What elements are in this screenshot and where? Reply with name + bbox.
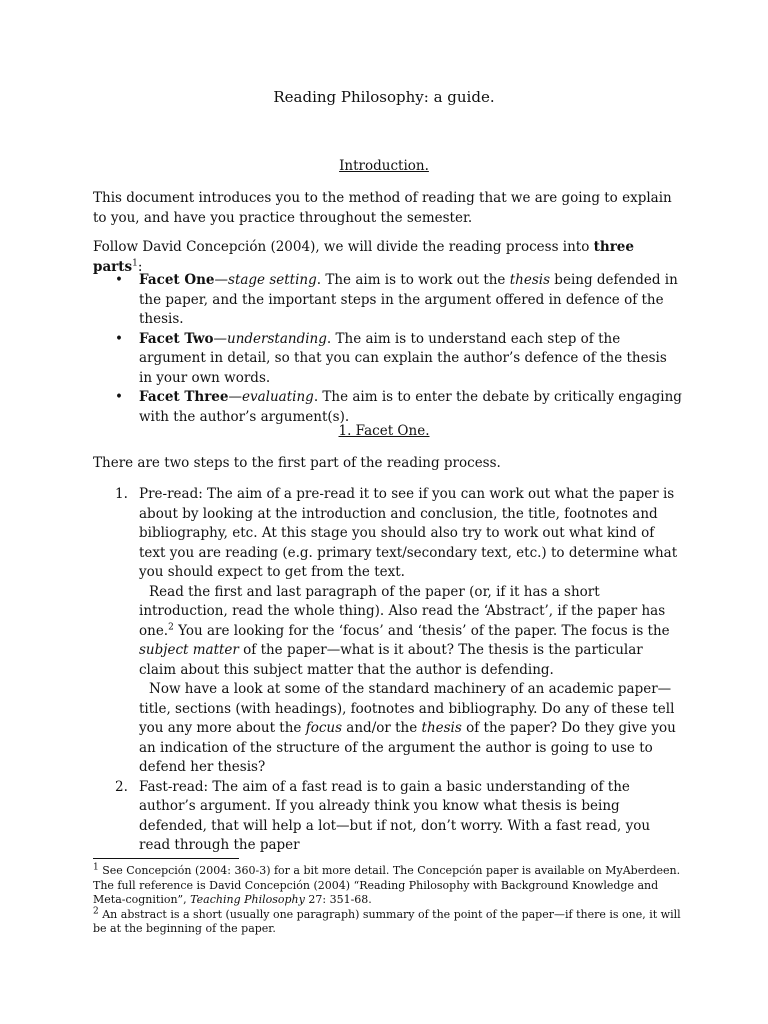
footnote-ref-1[interactable]: 1: [132, 258, 138, 268]
journal-title: Teaching Philosophy: [190, 893, 305, 906]
footnotes: [93, 864, 683, 937]
facet-subtitle: stage setting: [228, 272, 317, 288]
emphasis: thesis: [421, 720, 462, 736]
footnote-2: [93, 905, 683, 937]
list-item: [93, 388, 683, 427]
text: You are looking for the ‘focus’ and ‘thesis’ of the paper. The focus is the: [173, 622, 670, 639]
list-item: [93, 330, 683, 389]
emphasis: focus: [305, 720, 343, 736]
fast-read-paragraph: Fast-read: The aim of a fast read is to gain a basic understanding of the author’s argument. If you already think you know what thesis is being defended, that will help a lot—but if not, don’t worry. With a fast read, you read through the paper: [139, 778, 651, 853]
pre-read-paragraph-3: [139, 680, 683, 778]
facet-subtitle: evaluating: [242, 389, 314, 405]
section-intro: There are two steps to the first part of the reading process.: [93, 455, 501, 471]
intro-heading: Introduction.: [339, 158, 429, 174]
intro-parts-colon: :: [137, 258, 143, 275]
emphasis: subject matter: [139, 642, 239, 658]
facet-text: . The aim is to enter the debate by critically engaging with the author’s argument(s).: [139, 389, 682, 425]
list-number: 1.: [115, 486, 128, 502]
footnote-separator: [93, 858, 239, 859]
list-number: 2.: [115, 778, 128, 795]
text: and/or the: [342, 720, 422, 736]
text: Now have a look at some of the standard machinery of an academic paper—title, sections (with headings), footnotes and bibliography. Do any of these tell you any more about the: [139, 681, 675, 736]
facet-text: . The aim is to understand each step of the argument in detail, so that you can explain the author’s defence of the thesis in your own words.: [139, 330, 667, 386]
intro-parts-text: Follow David Concepción (2004), we will divide the reading process into: [93, 239, 594, 255]
footnote-text-end: 27: 351-68.: [304, 893, 372, 906]
facet-name: Facet Two: [139, 330, 214, 347]
intro-paragraph: This document introduces you to the method of reading that we are going to explain to you, and have you practice throughout the semester.: [93, 190, 672, 226]
three-parts-emphasis: three parts: [93, 239, 634, 275]
list-item: [93, 778, 683, 856]
text: of the paper? Do they give you an indication of the structure of the argument the author is going to use to defend her thesis?: [139, 720, 676, 775]
footnote-marker: 2: [93, 905, 99, 916]
bullet-icon: •: [115, 330, 123, 347]
facet-name: Facet One: [139, 272, 215, 288]
list-item: [93, 271, 683, 330]
bullet-icon: •: [115, 389, 123, 405]
footnote-marker: 1: [93, 862, 99, 873]
facet-subtitle: understanding: [227, 330, 327, 347]
bullet-icon: •: [115, 272, 123, 288]
text: Read the first and last paragraph of the paper (or, if it has a short introduction, read the whole thing). Also read the ‘Abstract’, if the paper has one.: [139, 583, 666, 639]
section-heading: 1. Facet One.: [338, 423, 430, 439]
page-title: Reading Philosophy: a guide.: [273, 88, 495, 106]
pre-read-paragraph-2: [139, 583, 683, 681]
footnote-1: [93, 864, 683, 908]
steps-list: [93, 485, 683, 856]
footnote-text: An abstract is a short (usually one paragraph) summary of the point of the paper—if there is one, it will be at the beginning of the paper.: [93, 907, 681, 935]
list-item: [93, 485, 683, 778]
facet-list: [93, 271, 683, 427]
facet-name: Facet Three: [139, 389, 229, 405]
facet-emphasis: thesis: [509, 272, 551, 288]
dash: —: [213, 330, 228, 347]
dash: —: [228, 389, 242, 405]
text: of the paper—what is it about? The thesis is the particular claim about this subject matter that the author is defending.: [139, 642, 643, 678]
dash: —: [214, 272, 229, 288]
pre-read-paragraph: Pre-read: The aim of a pre-read it to see if you can work out what the paper is about by looking at the introduction and conclusion, the title, footnotes and bibliography, etc. At this stage you should also try to work out what kind of text you are reading (e.g. primary text/secondary text, etc.) to determine what you should expect to get from the text.: [139, 486, 678, 580]
facet-text: . The aim is to work out the: [316, 272, 510, 288]
footnote-ref-2[interactable]: 2: [168, 622, 174, 632]
facet-text-end: being defended in the paper, and the important steps in the argument offered in defence of the thesis.: [139, 272, 678, 327]
footnote-text: See Concepción (2004: 360-3) for a bit more detail. The Concepción paper is available on MyAberdeen. The full reference is David Concepción (2004) “Reading Philosophy with Background Knowledge and Meta-cognition”,: [93, 864, 681, 906]
